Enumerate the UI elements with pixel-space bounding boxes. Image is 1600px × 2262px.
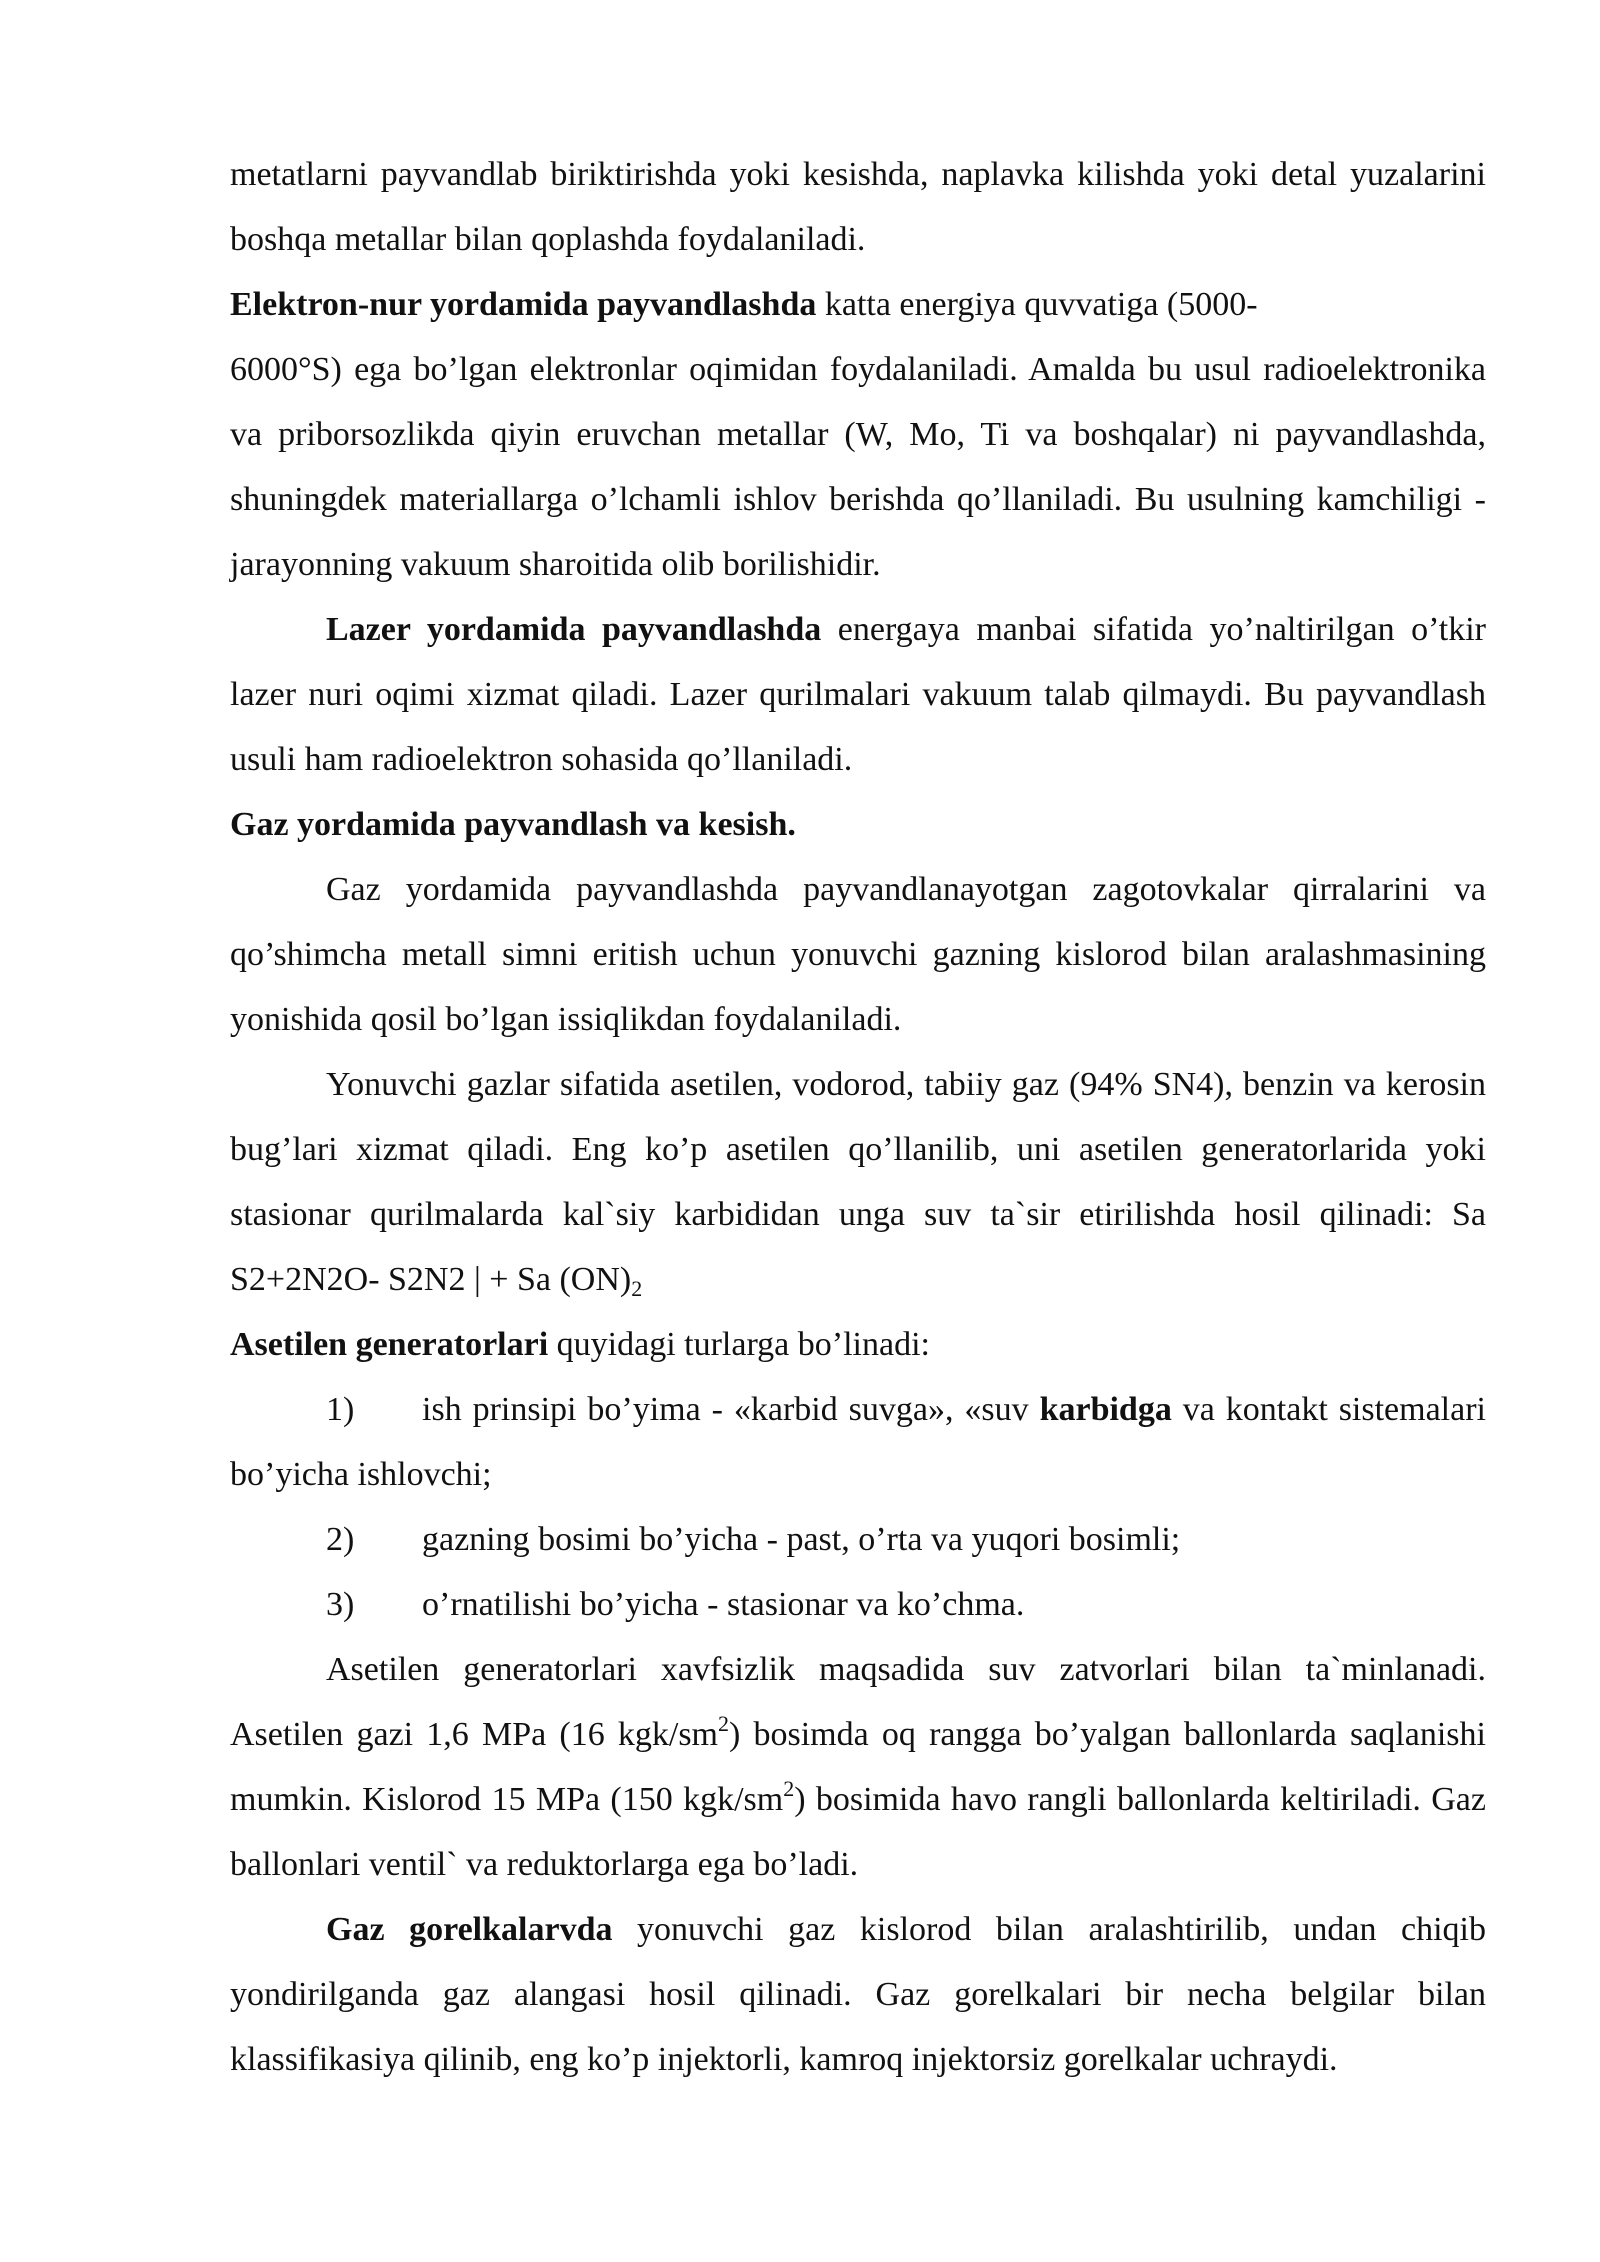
paragraph-1-text: metatlarni payvandlab biriktirishda yoki kesishda, naplavka kilishda yoki detal yuzalarini boshqa metallar bilan qoplashda foydalaniladi.	[230, 156, 1486, 258]
safety-text-3: ) bosimida havo rangli ballonlarda keltiriladi. Gaz ballonlari ventil` va reduktorlarga ega bo’ladi.	[230, 1781, 1486, 1883]
list-item-1-text-b: va kontakt sistemalari bo’yicha ishlovchi;	[230, 1391, 1486, 1493]
paragraph-fuel-gases	[230, 1052, 1486, 1312]
paragraph-gas-welding: Gaz yordamida payvandlashda payvandlanayotgan zagotovkalar qirralarini va qo’shimcha metall simni eritish uchun yonuvchi gazning kislorod bilan aralashmasining yonishida qosil bo’lgan issiqlikdan foydalaniladi.	[230, 871, 1486, 1038]
torches-text: yonuvchi gaz kislorod bilan aralashtirilib, undan chiqib yondirilganda gaz alangasi hosil qilinadi. Gaz gorelkalari bir necha belgilar bilan klassifikasiya qilinib, eng ko’p injektorli, kamroq injektorsiz gorelkalar uchraydi.	[230, 1911, 1486, 2078]
paragraph-generators	[230, 1312, 1486, 1377]
term-electron-beam: Elektron-nur yordamida payvandlashda	[230, 286, 817, 323]
safety-text-1: Asetilen generatorlari xavfsizlik maqsadida suv zatvorlari bilan ta`minlanadi. Asetilen gazi 1,6 MPa (16 kgk/sm	[230, 1651, 1486, 1753]
list-item-1-text-a: ish prinsipi bo’yima - «karbid suvga», «suv	[422, 1391, 1040, 1428]
list-item-2	[230, 1507, 1486, 1572]
laser-text: energaya manbai sifatida yo’naltirilgan o’tkir lazer nuri oqimi xizmat qiladi. Lazer qurilmalari vakuum talab qilmaydi. Bu payvandlash usuli ham radioelektron sohasida qo’llaniladi.	[230, 611, 1486, 778]
fuel-gases-subscript: 2	[631, 1276, 643, 1301]
paragraph-torches	[230, 1897, 1486, 2092]
superscript-1: 2	[718, 1711, 729, 1736]
list-number: 1)	[326, 1391, 355, 1428]
section-heading-gas-welding: Gaz yordamida payvandlash va kesish.	[230, 806, 796, 843]
paragraph-laser	[230, 597, 1486, 792]
document-body	[230, 142, 1486, 2092]
list-number: 3)	[326, 1586, 355, 1623]
fuel-gases-text: Yonuvchi gazlar sifatida asetilen, vodorod, tabiiy gaz (94% SN4), benzin va kerosin bug’lari xizmat qiladi. Eng ko’p asetilen qo’llanilib, uni asetilen generatorlarida yoki stasionar qurilmalarda kal`siy karbididan unga suv ta`sir etirilishda hosil qilinadi: Sa S2+2N2O- S2N2 | + Sa (ON)	[230, 1066, 1486, 1298]
list-item-3-text: o’rnatilishi bo’yicha - stasionar va ko’chma.	[422, 1586, 1025, 1623]
safety-text-2: ) bosimda oq rangga bo’yalgan ballonlarda saqlanishi mumkin. Kislorod 15 MPa (150 kgk/sm	[230, 1716, 1486, 1818]
term-laser: Lazer yordamida payvandlashda	[326, 611, 822, 648]
term-gas-torches: Gaz gorelkalarvda	[326, 1911, 613, 1948]
list-number: 2)	[326, 1521, 355, 1558]
list-item-3	[230, 1572, 1486, 1637]
superscript-2: 2	[783, 1776, 795, 1801]
paragraph-1	[230, 142, 1486, 272]
list-item-1	[230, 1377, 1486, 1507]
electron-beam-text-a: katta energiya quvvatiga (5000-	[816, 286, 1258, 323]
generators-text: quyidagi turlarga bo’linadi:	[548, 1326, 930, 1363]
paragraph-safety	[230, 1637, 1486, 1897]
list-item-2-text: gazning bosimi bo’yicha - past, o’rta va yuqori bosimli;	[422, 1521, 1181, 1558]
term-acetylene-generators: Asetilen generatorlari	[230, 1326, 549, 1363]
paragraph-electron-beam	[230, 272, 1486, 597]
electron-beam-text-b: 6000°S) ega bo’lgan elektronlar oqimidan foydalaniladi. Amalda bu usul radioelektronika va priborsozlikda qiyin eruvchan metallar (W, Mo, Ti va boshqalar) ni payvandlashda, shuningdek materiallarga o’lchamli ishlov berishda qo’llaniladi. Bu usulning kamchiligi - jarayonning vakuum sharoitida olib borilishidir.	[230, 351, 1486, 583]
list-item-1-bold: karbidga	[1039, 1391, 1172, 1428]
